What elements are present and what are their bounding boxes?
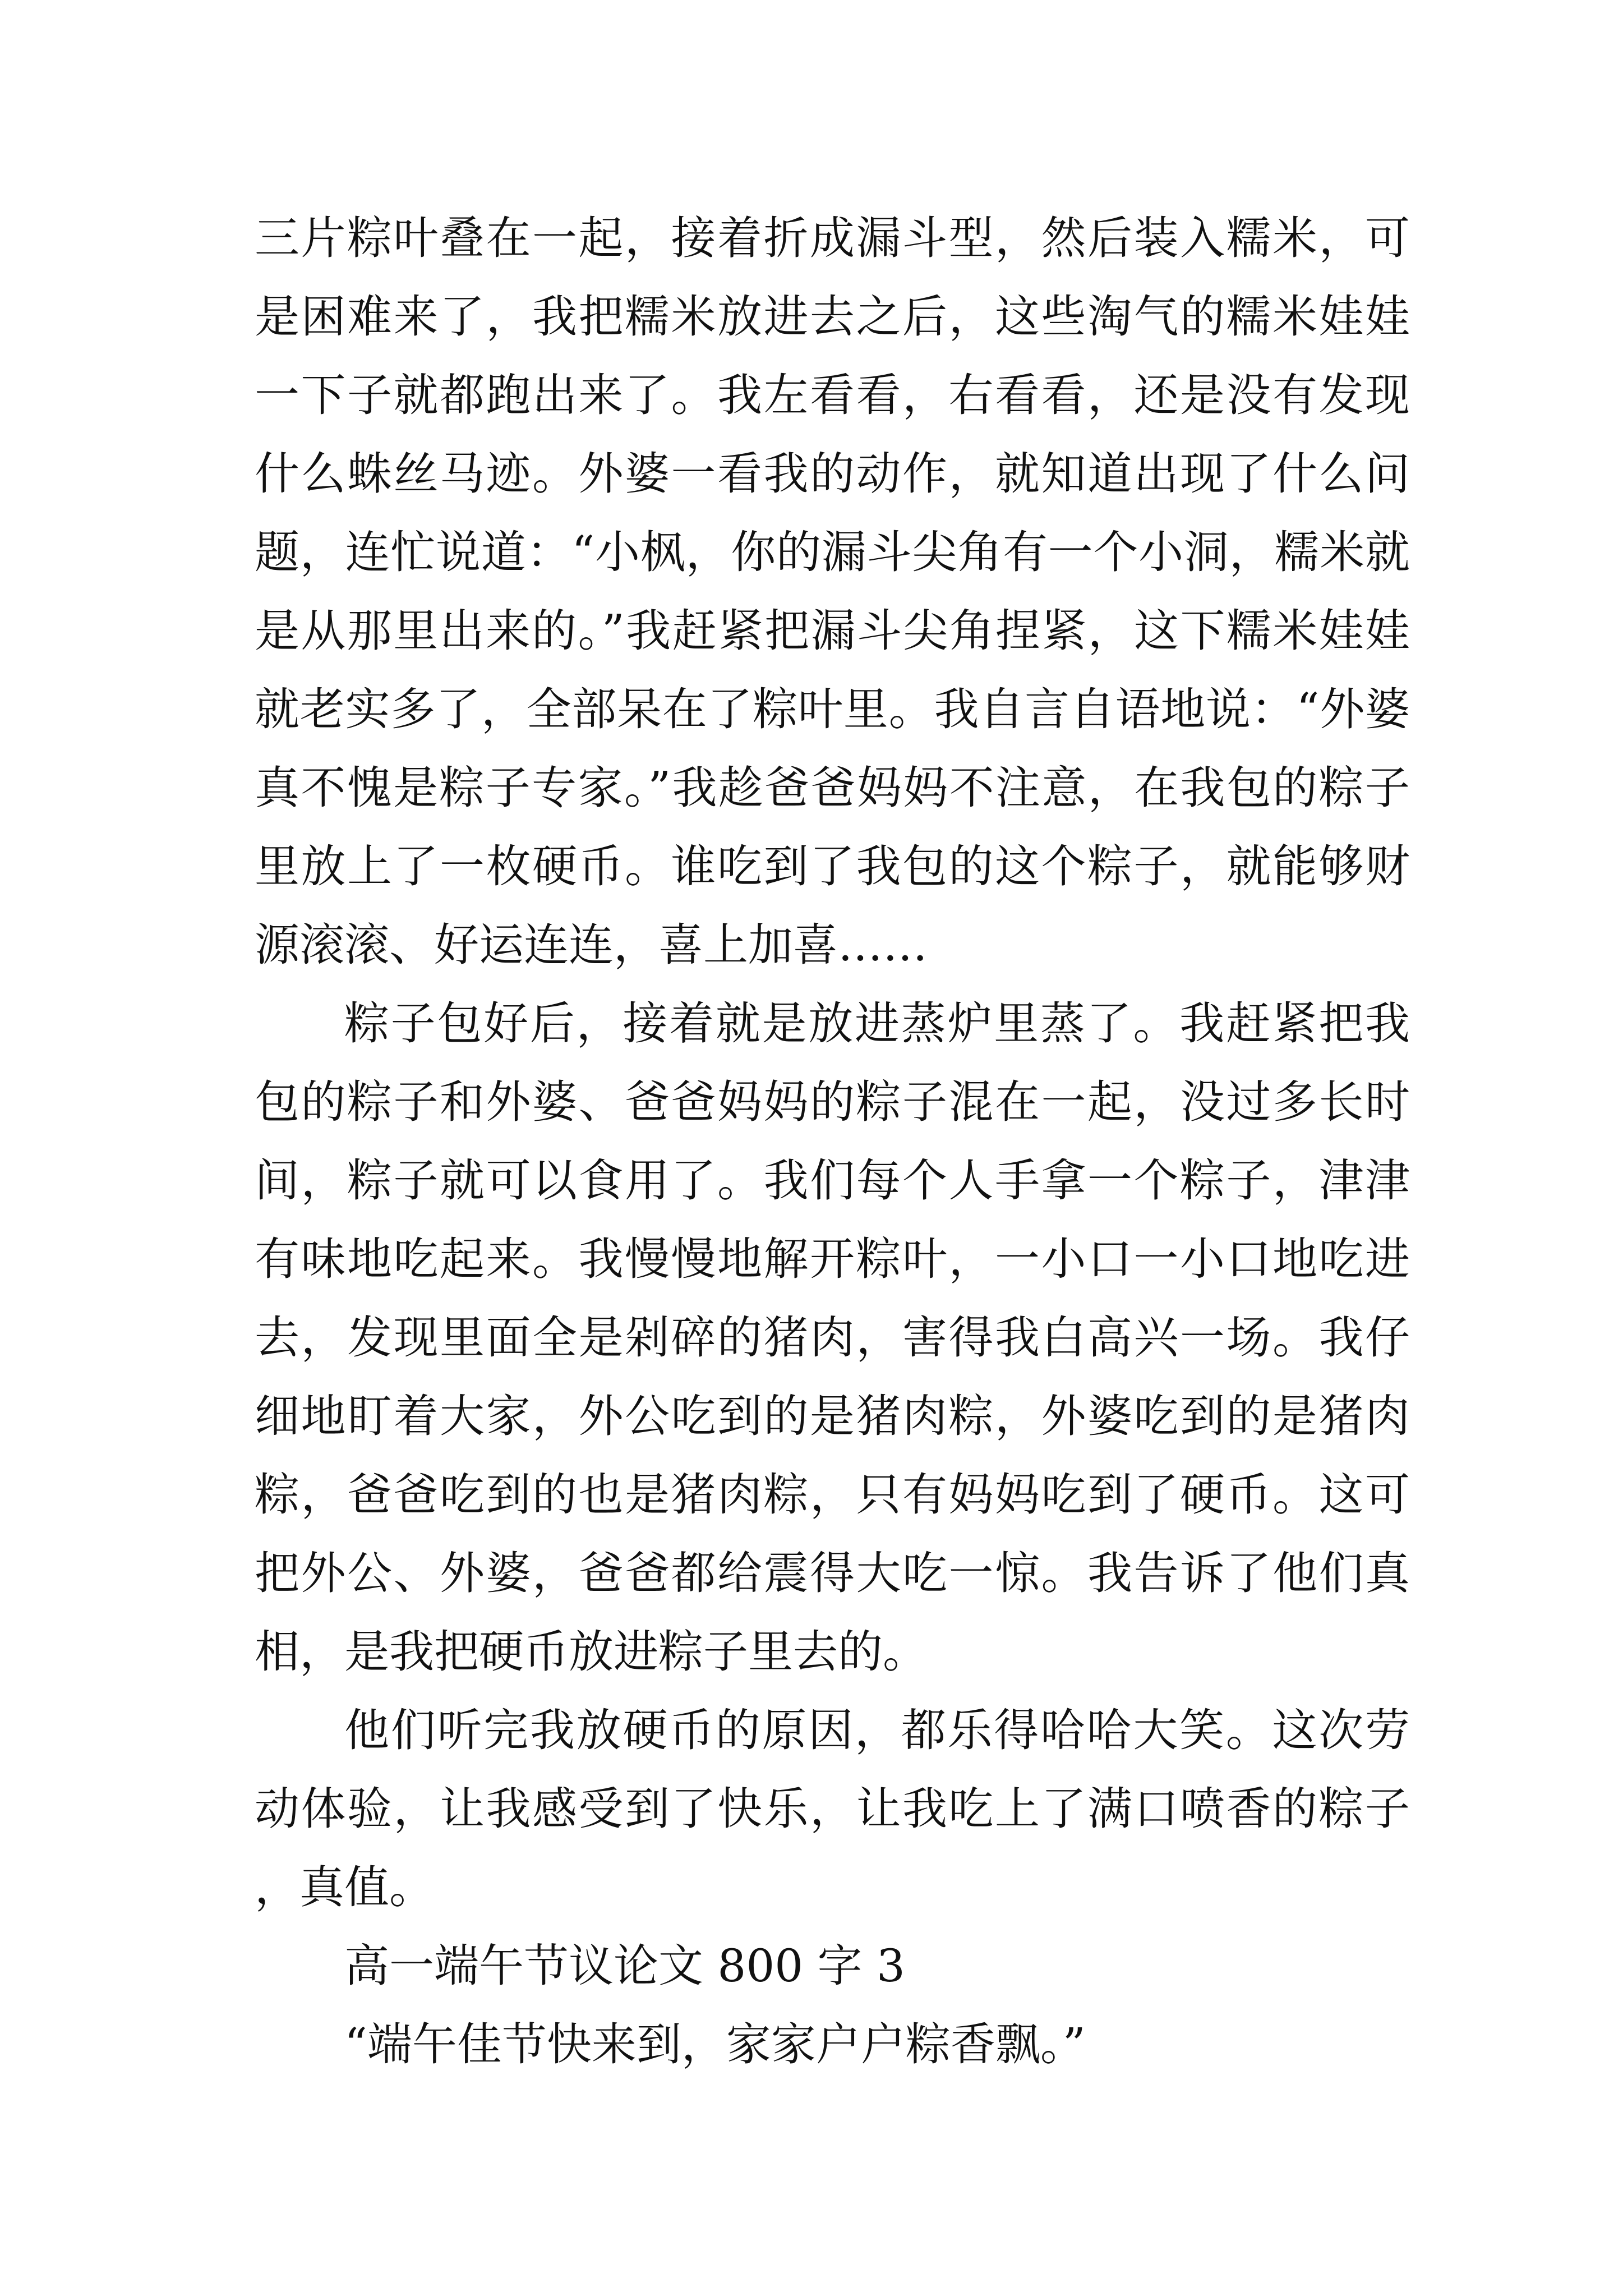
opening-quote: “端午佳节快来到，家家户户粽香飘。”	[344, 2018, 1086, 2070]
document-body	[255, 199, 1410, 2084]
paragraph-3: 他们听完我放硬币的原因，都乐得哈哈大笑。这次劳动体验，让我感受到了快乐，让我吃上了满口喷香的粽子，真值。	[255, 1704, 1410, 1913]
paragraph-2: 粽子包好后，接着就是放进蒸炉里蒸了。我赶紧把我包的粽子和外婆、爸爸妈妈的粽子混在一起，没过多长时间，粽子就可以食用了。我们每个人手拿一个粽子，津津有味地吃起来。我慢慢地解开粽叶，一小口一小口地吃进去，发现里面全是剁碎的猪肉，害得我白高兴一场。我仔细地盯着大家，外公吃到的是猪肉粽，外婆吃到的是猪肉粽，爸爸吃到的也是猪肉粽，只有妈妈吃到了硬币。这可把外公、外婆，爸爸都给震得大吃一惊。我告诉了他们真相，是我把硬币放进粽子里去的。	[255, 997, 1410, 1678]
section-heading: 高一端午节议论文 800 字 3	[344, 1940, 905, 1992]
paragraph-1: 三片粽叶叠在一起，接着折成漏斗型，然后装入糯米，可是困难来了，我把糯米放进去之后，这些淘气的糯米娃娃一下子就都跑出来了。我左看看，右看看，还是没有发现什么蛛丝马迹。外婆一看我的动作，就知道出现了什么问题，连忙说道：“小枫，你的漏斗尖角有一个小洞，糯米就是从那里出来的。”我赶紧把漏斗尖角捏紧，这下糯米娃娃就老实多了，全部呆在了粽叶里。我自言自语地说：“外婆真不愧是粽子专家。”我趁爸爸妈妈不注意，在我包的粽子里放上了一枚硬币。谁吃到了我包的这个粽子，就能够财源滚滚、好运连连，喜上加喜……	[255, 212, 1410, 971]
